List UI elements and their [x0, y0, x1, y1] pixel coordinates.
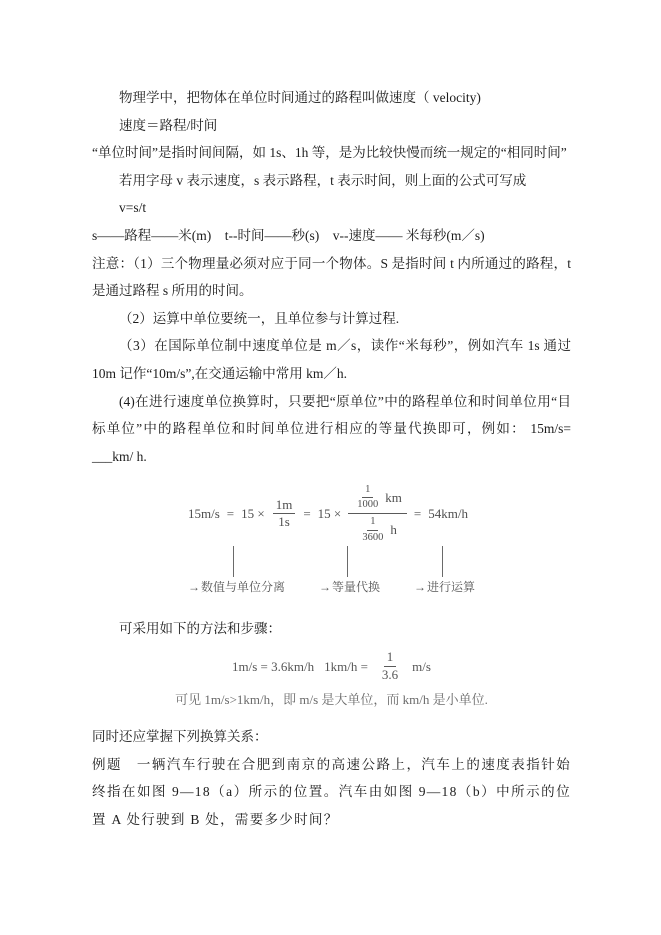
paragraph-note-1: 注意：（1）三个物理量必须对应于同一个物体。S 是指时间 t 内所通过的路程，t 是通过路程 s 所用的时间。 — [92, 255, 571, 299]
formula-factor-1: 15 × — [241, 505, 265, 521]
label-separate-value-unit: →数值与单位分离 — [187, 579, 285, 594]
relation-ms-to-kmh: 1m/s = 3.6km/h — [232, 658, 315, 674]
equals-sign: = — [226, 505, 235, 521]
relation-note: 可见 1m/s>1km/h，即 m/s 是大单位，而 km/h 是小单位. — [175, 692, 488, 708]
paragraph-note-2: （2）运算中单位要统一，且单位参与计算过程. — [119, 310, 400, 326]
arrow-icon: → — [187, 579, 200, 594]
formula-lhs: 15m/s — [187, 505, 220, 521]
paragraph-method-steps: 可采用如下的方法和步骤： — [119, 620, 281, 636]
conversion-formula — [188, 484, 475, 543]
conversion-relations-figure — [175, 650, 488, 708]
formula-rhs: 54km/h — [428, 505, 468, 521]
fraction-km-hour — [348, 484, 407, 543]
label-equivalent-substitution: →等量代换 — [318, 579, 380, 594]
paragraph-velocity-definition: 物理学中，把物体在单位时间通过的路程叫做速度（ velocity) — [119, 90, 481, 105]
unit-conversion-figure — [188, 484, 475, 594]
paragraph-letters: 若用字母 v 表示速度，s 表示路程，t 表示时间，则上面的公式可写成 — [119, 172, 527, 188]
arrow-icon: → — [318, 579, 331, 594]
fraction-denominator — [358, 514, 397, 543]
unit-h: h — [390, 522, 397, 537]
conversion-step-labels — [188, 578, 475, 595]
fraction-1-3600: $\frac{1}{3600}$ — [362, 516, 384, 543]
formula-factor-2: 15 × — [317, 505, 342, 521]
fraction-meter-second: $\frac{1m}{1s}$ — [273, 498, 296, 531]
fraction-numerator — [348, 484, 407, 514]
arrow-icon: → — [414, 579, 426, 594]
unit-ms: m/s — [412, 658, 431, 674]
relation-equations — [175, 650, 488, 683]
paragraph-note-4: (4)在进行速度单位换算时，只要把“原单位”中的路程单位和时间单位用“目标单位”中的路程单位和时间单位进行相应的等量代换即可，例如： 15m/s= ___km/ h. — [92, 393, 571, 464]
paragraph-example-problem: 例题 一辆汽车行驶在合肥到南京的高速公路上，汽车上的速度表指针始终指在如图 9—18（a）所示的位置。汽车由如图 9—18（b）中所示的位置 A 处行驶到 B 处，需要多少时间？ — [92, 756, 571, 827]
paragraph-formula: v=s/t — [119, 200, 147, 216]
paragraph-speed-formula-words: 速度＝路程/时间 — [119, 117, 218, 133]
paragraph-symbols-units: s——路程——米(m) t--时间——秒(s) v--速度—— 米每秒(m／s) — [92, 227, 485, 243]
label-perform-operation: →进行运算 — [414, 579, 476, 594]
fraction-1-3point6: $\frac{1}{3.6}$ — [381, 649, 399, 683]
equals-sign: = — [413, 505, 422, 521]
relation-kmh-to-ms: 1km/h = — [324, 658, 368, 674]
paragraph-note-3: （3）在国际单位制中速度单位是 m／s，读作“米每秒”，例如汽车 1s 通过 10m 记作“10m/s”,在交通运输中常用 km／h. — [92, 338, 571, 381]
unit-km: km — [385, 489, 402, 505]
paragraph-master-relations: 同时还应掌握下列换算关系： — [92, 729, 268, 745]
equals-sign: = — [303, 505, 311, 521]
paragraph-unit-time: “单位时间”是指时间间隔，如 1s、1h 等，是为比较快慢而统一规定的“相同时间” — [92, 145, 567, 161]
fraction-1-1000: $\frac{1}{1000}$ — [357, 484, 379, 511]
